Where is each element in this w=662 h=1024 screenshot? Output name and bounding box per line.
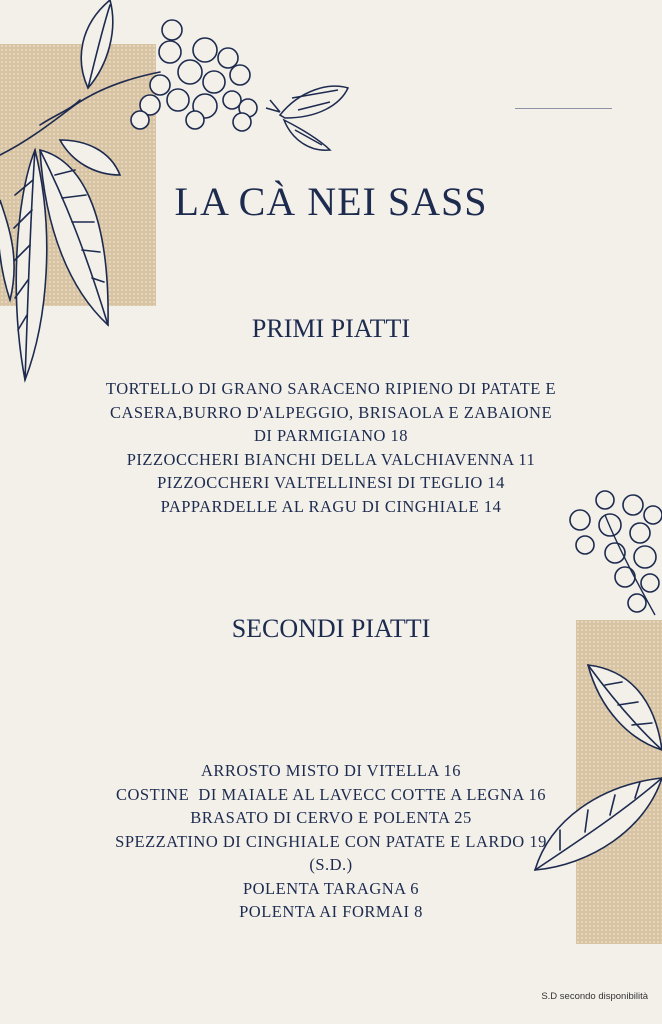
dish-item: ARROSTO MISTO DI VITELLA 16 [200, 761, 462, 780]
dish-item: SPEZZATINO DI CINGHIALE CON PATATE E LARDO 19 (S.D.) [115, 831, 547, 874]
restaurant-title: LA CÀ NEI SASS [174, 179, 488, 224]
dish-item: PAPPARDELLE AL RAGU DI CINGHIALE 14 [160, 496, 502, 516]
secondi-list [100, 759, 562, 924]
dish-item: COSTINE DI MAIALE AL LAVECC COTTE A LEGNA 16 [116, 784, 546, 804]
primi-list [100, 377, 562, 518]
decorative-rule [515, 108, 612, 109]
berries-illustration [565, 485, 662, 620]
dish-item: PIZZOCCHERI VALTELLINESI DI TEGLIO 14 [157, 473, 505, 492]
dish-item: POLENTA TARAGNA 6 [242, 878, 420, 898]
dish-item: BRASATO DI CERVO E POLENTA 25 [190, 808, 472, 827]
dish-item: POLENTA AI FORMAI 8 [239, 902, 423, 921]
dish-item: PIZZOCCHERI BIANCHI DELLA VALCHIAVENNA 11 [126, 449, 536, 469]
primi-heading: PRIMI PIATTI [251, 314, 411, 343]
dish-item: TORTELLO DI GRANO SARACENO RIPIENO DI PATATE E CASERA,BURRO D'ALPEGGIO, BRISAOLA E ZABAIONE DI PARMIGIANO 18 [105, 379, 557, 445]
availability-footnote: S.D secondo disponibilità [541, 991, 648, 1002]
secondi-heading: SECONDI PIATTI [231, 614, 431, 643]
